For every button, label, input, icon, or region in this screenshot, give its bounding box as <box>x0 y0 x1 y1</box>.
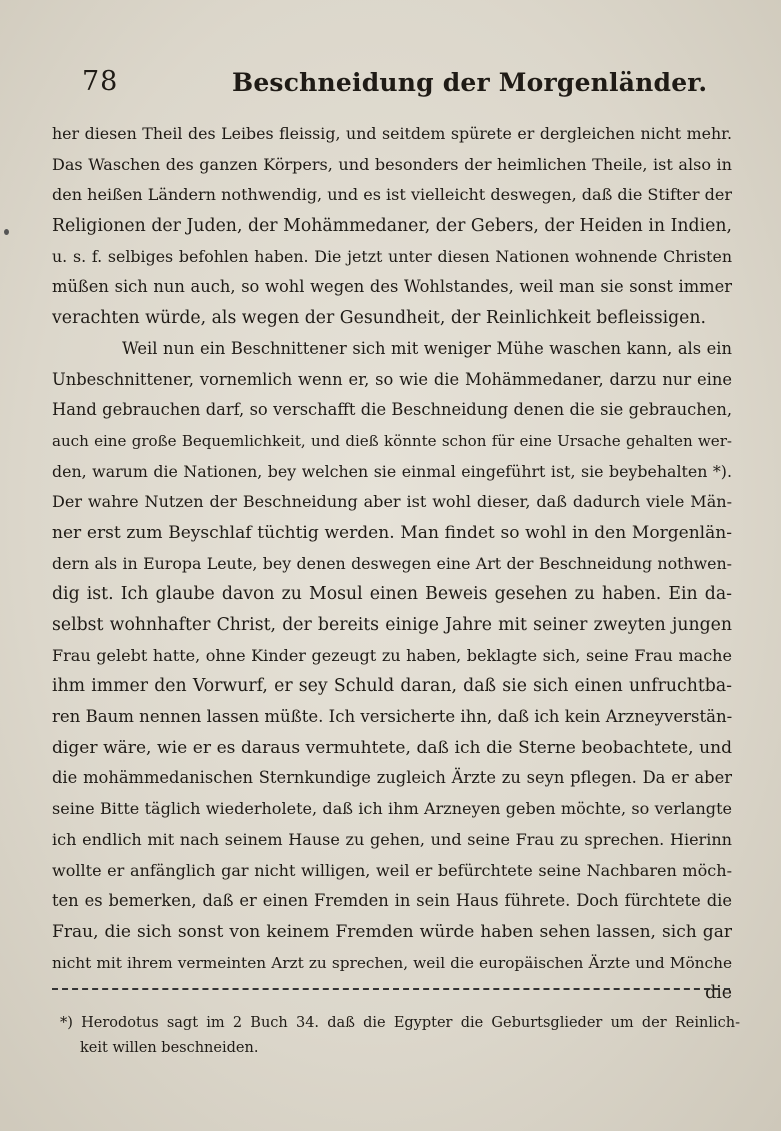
text-line: dern als in Europa Leute, bey denen deswegen eine Art der Beschneidung nothwen- <box>52 553 732 573</box>
text-line: selbst wohnhafter Christ, der bereits einige Jahre mit seiner zweyten jungen <box>52 615 732 635</box>
footnote <box>60 1011 740 1061</box>
text-line: Frau gelebt hatte, ohne Kinder gezeugt zu haben, beklagte sich, seine Frau mache <box>52 645 732 665</box>
text-line: ich endlich mit nach seinem Hause zu gehen, und seine Frau zu sprechen. Hierinn <box>52 829 732 849</box>
text-line: Hand gebrauchen darf, so verschafft die Beschneidung denen die sie gebrauchen, <box>52 400 732 420</box>
text-line: müßen sich nun auch, so wohl wegen des Wohlstandes, weil man sie sonst immer <box>52 277 732 297</box>
text-line: verachten würde, als wegen der Gesundheit, der Reinlichkeit befleissigen. <box>52 308 707 329</box>
text-line: den heißen Ländern nothwendig, und es ist vielleicht deswegen, daß die Stifter der <box>52 185 732 205</box>
text-line: nicht mit ihrem vermeinten Arzt zu sprechen, weil die europäischen Ärzte und Mönche <box>52 953 732 972</box>
text-line: den, warum die Nationen, bey welchen sie einmal eingeführt ist, sie beybehalten *). <box>52 461 732 481</box>
footnote-line: keit willen beschneiden. <box>80 1040 259 1056</box>
text-line: dig ist. Ich glaube davon zu Mosul einen Beweis gesehen zu haben. Ein da- <box>52 584 732 605</box>
body-text <box>52 119 732 1009</box>
text-line: ihm immer den Vorwurf, er sey Schuld daran, daß sie sich einen unfruchtba- <box>52 676 732 697</box>
text-line: u. s. f. selbiges befohlen haben. Die jetzt unter diesen Nationen wohnende Christen <box>52 246 732 266</box>
text-line: Frau, die sich sonst von keinem Fremden würde haben sehen lassen, sich gar <box>52 921 732 942</box>
text-line: Unbeschnittener, vornemlich wenn er, so wie die Mohämmedaner, darzu nur eine <box>52 369 732 389</box>
page-header <box>82 66 722 100</box>
running-title: Beschneidung der Morgenländer. <box>232 68 708 97</box>
text-line: ren Baum nennen lassen müßte. Ich versicherte ihn, daß ich kein Arzneyverstän- <box>52 707 732 727</box>
page-number: 78 <box>82 66 119 97</box>
text-line: Religionen der Juden, der Mohämmedaner, der Gebers, der Heiden in Indien, <box>52 216 732 237</box>
text-line: Der wahre Nutzen der Beschneidung aber ist wohl dieser, daß dadurch viele Män- <box>52 492 732 512</box>
text-line: Das Waschen des ganzen Körpers, und besonders der heimlichen Theile, ist also in <box>52 154 732 174</box>
text-line: her diesen Theil des Leibes fleissig, und seitdem spürete er dergleichen nicht mehr. <box>52 124 732 143</box>
footnote-rule <box>52 988 730 990</box>
text-line: ner erst zum Beyschlaf tüchtig werden. Man findet so wohl in den Morgenlän- <box>52 522 732 543</box>
text-line: wollte er anfänglich gar nicht willigen, weil er befürchtete seine Nachbaren möch- <box>52 860 732 880</box>
text-line: auch eine große Bequemlichkeit, und dieß könnte schon für eine Ursache gehalten wer- <box>52 431 732 450</box>
text-line: diger wäre, wie er es daraus vermuhtete, daß ich die Sterne beobachtete, und <box>52 737 732 758</box>
text-line: ten es bemerken, daß er einen Fremden in sein Haus führete. Doch fürchtete die <box>52 891 732 911</box>
ink-spot <box>4 229 9 235</box>
text-line: die mohämmedanischen Sternkundige zugleich Ärzte zu seyn pflegen. Da er aber <box>52 768 732 788</box>
text-line: Weil nun ein Beschnittener sich mit weniger Mühe waschen kann, als ein <box>122 338 732 358</box>
text-line: seine Bitte täglich wiederholete, daß ich ihm Arzneyen geben möchte, so verlangte <box>52 799 732 819</box>
footnote-line: *) Herodotus sagt im 2 Buch 34. daß die Egypter die Geburtsglieder um der Reinlich- <box>60 1015 740 1031</box>
catchword: die <box>705 983 732 1004</box>
